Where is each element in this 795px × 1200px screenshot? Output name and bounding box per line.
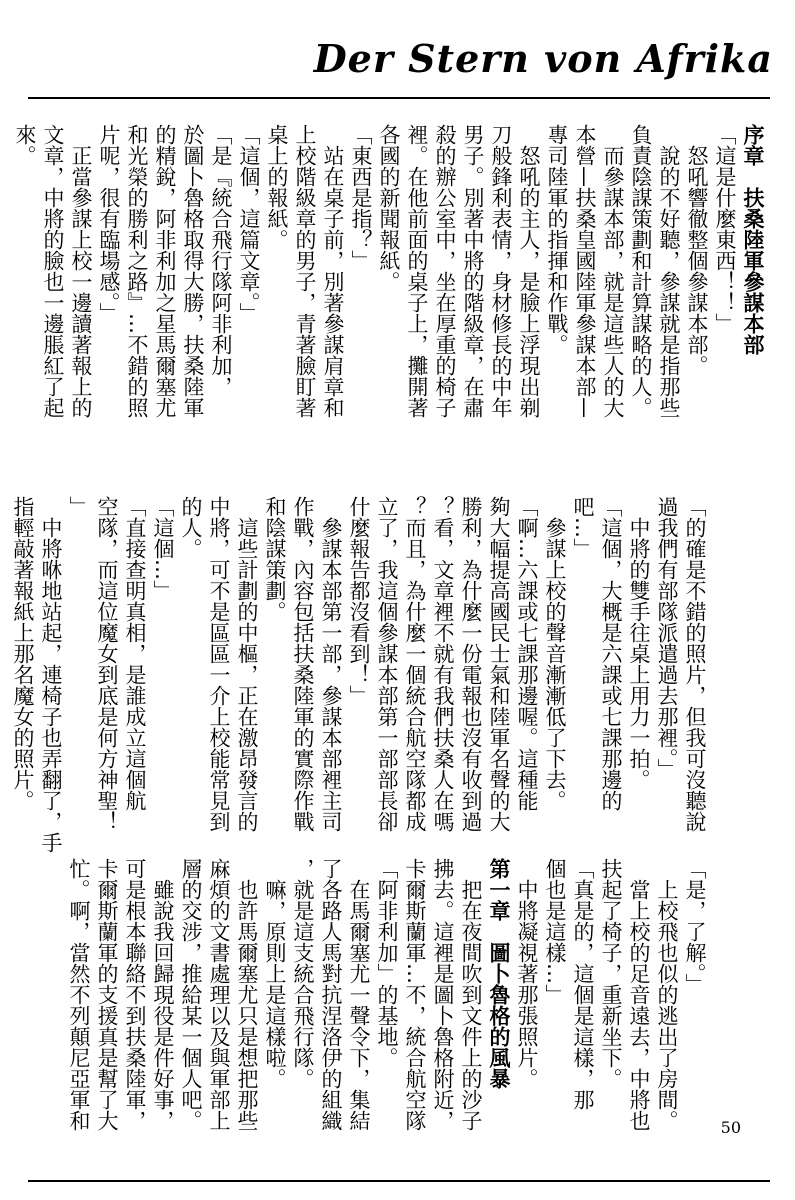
text-line: 「東西是指？」 <box>349 124 373 271</box>
text-line: 各國的新聞報紙。 <box>377 124 401 292</box>
text-line: 於圖卜魯格取得大勝，扶桑陸軍 <box>181 124 205 418</box>
text-line: 當上校的足音遠去，中將也 <box>627 858 651 1131</box>
text-line: 上校階級章的男子，青著臉盯著 <box>293 124 317 418</box>
text-line: 個也是這樣…」 <box>543 858 567 1005</box>
text-block-middle <box>11 496 709 853</box>
text-line: 把在夜間吹到文件上的沙子 <box>459 858 483 1131</box>
text-line: 扶起了椅子，重新坐下。 <box>599 858 623 1089</box>
text-line: 和光榮的勝利之路』…不錯的照 <box>125 124 149 418</box>
text-line: 裡。在他前面的桌子上，攤開著 <box>405 124 429 418</box>
text-line: 立了，我這個參謀本部第一部部長卻 <box>375 496 399 832</box>
text-line: 「這個，這篇文章。」 <box>237 124 261 324</box>
text-line: 的精銳，阿非利加之星馬爾塞尤 <box>153 124 177 418</box>
text-line: 麻煩的文書處理以及與軍部上 <box>207 858 231 1131</box>
page-title: Der Stern von Afrika <box>313 36 773 81</box>
text-line: 參謀本部第一部，參謀本部裡主司 <box>319 496 343 832</box>
text-line: 在馬爾塞尤一聲令下，集結 <box>347 858 371 1131</box>
text-line: 也許馬爾塞尤只是想把那些 <box>235 858 259 1131</box>
text-line: 「這個，大概是六課或七課那邊的 <box>599 496 623 811</box>
text-line: 「這是什麼東西！！」 <box>713 124 737 334</box>
text-line: 的人。 <box>179 496 203 559</box>
text-line: 參謀上校的聲音漸漸低了下去。 <box>543 496 567 811</box>
text-line: 什麼報告都沒看到！」 <box>347 496 371 706</box>
text-line: 上校飛也似的逃出了房間。 <box>655 858 679 1131</box>
text-line: 「是『統合飛行隊阿非利加， <box>209 124 233 397</box>
text-line: 指輕敲著報紙上那名魔女的照片。 <box>11 496 35 811</box>
text-line: 吧…」 <box>571 496 595 559</box>
text-line: 拂去。這裡是圖卜魯格附近， <box>431 858 455 1131</box>
page-number: 50 <box>720 1118 741 1137</box>
text-line: 「真是的，這個是這樣，那 <box>571 858 595 1110</box>
chapter-heading: 序章 扶桑陸軍參謀本部 <box>741 124 765 355</box>
text-line: 怒吼響徹整個參謀本部。 <box>685 124 709 376</box>
text-line: 這些計劃的中樞，正在激昂發言的 <box>235 496 259 832</box>
text-line: 「啊…六課或七課那邊喔。這種能 <box>515 496 539 811</box>
text-line: ？而且，為什麼一個統合航空隊都成 <box>403 496 427 832</box>
text-line: 和陰謀策劃。 <box>263 496 287 622</box>
text-line: 片呢，很有臨場感。」 <box>97 124 121 324</box>
text-line: 卡爾斯蘭軍的支援真是幫了大 <box>95 858 119 1131</box>
text-block-top <box>13 124 767 444</box>
text-line: 怒吼的主人，是臉上浮現出剃 <box>517 124 541 418</box>
text-line: 刀般鋒利表情，身材修長的中年 <box>489 124 513 418</box>
text-line: 「直接查明真相，是誰成立這個航 <box>123 496 147 811</box>
text-line: 勝利，為什麼一份電報也沒有收到過 <box>459 496 483 832</box>
text-line: 嘛，原則上是這樣啦。 <box>263 858 287 1089</box>
text-line: 過我們有部隊派遣過去那裡。」 <box>655 496 679 780</box>
text-line: 」 <box>67 496 91 517</box>
text-line: ，就是這支統合飛行隊。 <box>291 858 315 1089</box>
text-line: 負責陰謀策劃和計算謀略的人。 <box>629 124 653 418</box>
text-line: 來。 <box>13 124 37 166</box>
text-line: 說的不好聽，參謀就是指那些 <box>657 124 681 418</box>
text-line: 本營—扶桑皇國陸軍參謀本部— <box>573 124 597 418</box>
text-line: 正當參謀上校一邊讀著報上的 <box>69 124 93 418</box>
text-line: 男子。別著中將的階級章，在肅 <box>461 124 485 418</box>
text-line: 忙。啊，當然不列顛尼亞軍和 <box>67 858 91 1131</box>
text-line: 夠大幅提高國民士氣和陸軍名聲的大 <box>487 496 511 832</box>
text-line: 文章，中將的臉也一邊脹紅了起 <box>41 124 65 418</box>
text-line: 空隊，而這位魔女到底是何方神聖！ <box>95 496 119 832</box>
text-line: 而參謀本部，就是這些人的大 <box>601 124 625 418</box>
text-line: 專司陸軍的指揮和作戰。 <box>545 124 569 355</box>
text-line: 雖說我回歸現役是件好事， <box>151 858 175 1131</box>
text-line: 「是，了解。」 <box>683 858 707 995</box>
text-line: 層的交涉，推給某一個人吧。 <box>179 858 203 1131</box>
text-line: 中將，可不是區區一介上校能常見到 <box>207 496 231 832</box>
text-line: 桌上的報紙。 <box>265 124 289 250</box>
text-line: 站在桌子前，別著參謀肩章和 <box>321 124 345 418</box>
text-line: 中將凝視著那張照片。 <box>515 858 539 1089</box>
text-line: 「阿非利加」的基地。 <box>375 858 399 1068</box>
text-line: ？看，文章裡不就有我們扶桑人在嗎 <box>431 496 455 832</box>
text-line: 「的確是不錯的照片，但我可沒聽說 <box>683 496 707 832</box>
text-line: 可是根本聯絡不到扶桑陸軍， <box>123 858 147 1131</box>
text-line: 中將的雙手往桌上用力一拍。 <box>627 496 651 790</box>
text-line: 了各路人馬對抗涅洛伊的組織 <box>319 858 343 1131</box>
text-line: 中將咻地站起，連椅子也弄翻了，手 <box>39 496 63 853</box>
text-line: 「這個…」 <box>151 496 175 601</box>
chapter-heading: 第一章 圖卜魯格的風暴 <box>487 858 511 1089</box>
text-line: 殺的辦公室中，坐在厚重的椅子 <box>433 124 457 418</box>
text-line: 作戰，內容包括扶桑陸軍的實際作戰 <box>291 496 315 832</box>
text-block-bottom <box>19 858 709 1178</box>
footer-rule <box>28 1180 770 1182</box>
text-line: 卡爾斯蘭軍…不，統合航空隊 <box>403 858 427 1131</box>
header-rule <box>28 97 770 99</box>
